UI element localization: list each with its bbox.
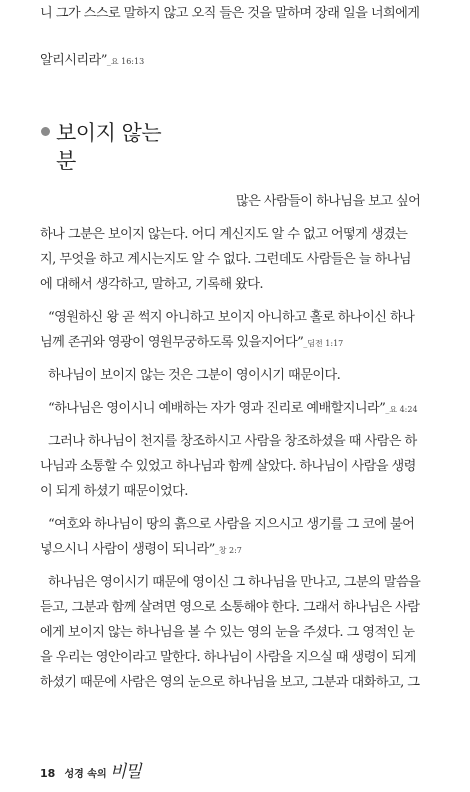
text-line: 에 대해서 생각하고, 말하고, 기록해 왔다. <box>40 277 263 292</box>
bullet-icon <box>41 127 50 136</box>
text-line: 니 그가 스스로 말하지 않고 오직 들은 것을 말하며 장래 일을 너희에게 <box>40 6 420 21</box>
text-line: 하나님이 보이지 않는 것은 그분이 영이시기 때문이다. <box>48 368 341 383</box>
text-line: 하나님은 영이시기 때문에 영이신 그 하나님을 만나고, 그분의 말씀을 <box>48 575 421 590</box>
text-line: 을 우리는 영안이라고 말한다. 하나님이 사람을 지으실 때 생령이 되게 <box>40 650 416 665</box>
section-title-continued: 분 <box>56 149 76 173</box>
text-line: 듣고, 그분과 함께 살려면 영으로 소통해야 한다. 그래서 하나님은 사람 <box>40 600 420 615</box>
quote-line: “하나님은 영이시니 예배하는 자가 영과 진리로 예배할지니라”_요 4:24 <box>48 401 418 416</box>
book-title: 성경 속의 <box>64 769 107 780</box>
page-number: 18 <box>40 767 56 780</box>
text-line: 그러나 하나님이 천지를 창조하시고 사람을 창조하셨을 때 사람은 하 <box>48 434 417 449</box>
text-line: 많은 사람들이 하나님을 보고 싶어 <box>236 194 421 209</box>
text-line: 이 되게 하셨기 때문이었다. <box>40 484 188 499</box>
text-line: 하셨기 때문에 사람은 영의 눈으로 하나님을 보고, 그분과 대화하고, 그 <box>40 675 420 690</box>
quote-line: “영원하신 왕 곧 썩지 아니하고 보이지 아니하고 홀로 하나이신 하나 <box>48 310 415 325</box>
quote-line: 넣으시니 사람이 생령이 되니라”_창 2:7 <box>40 542 242 557</box>
quote-line: “여호와 하나님이 땅의 흙으로 사람을 지으시고 생기를 그 코에 불어 <box>48 517 415 532</box>
text-line: 하나 그분은 보이지 않는다. 어디 계신지도 알 수 없고 어떻게 생겼는 <box>40 227 408 242</box>
text-line: 알리시리라”_요 16:13 <box>40 53 145 68</box>
text-line: 나님과 소통할 수 있었고 하나님과 함께 살았다. 하나님이 사람을 생령 <box>40 459 416 474</box>
quote-line: 님께 존귀와 영광이 영원무궁하도록 있을지어다”_딤전 1:17 <box>40 335 344 350</box>
text-line: 에게 보이지 않는 하나님을 볼 수 있는 영의 눈을 주셨다. 그 영적인 눈 <box>40 625 415 640</box>
book-title-emphasis: 비밀 <box>109 762 141 782</box>
section-title: 보이지 않는 <box>56 121 162 145</box>
page-footer <box>40 757 141 782</box>
text-line: 지, 무엇을 하고 계시는지도 알 수 없다. 그런데도 사람들은 늘 하나님 <box>40 252 411 267</box>
